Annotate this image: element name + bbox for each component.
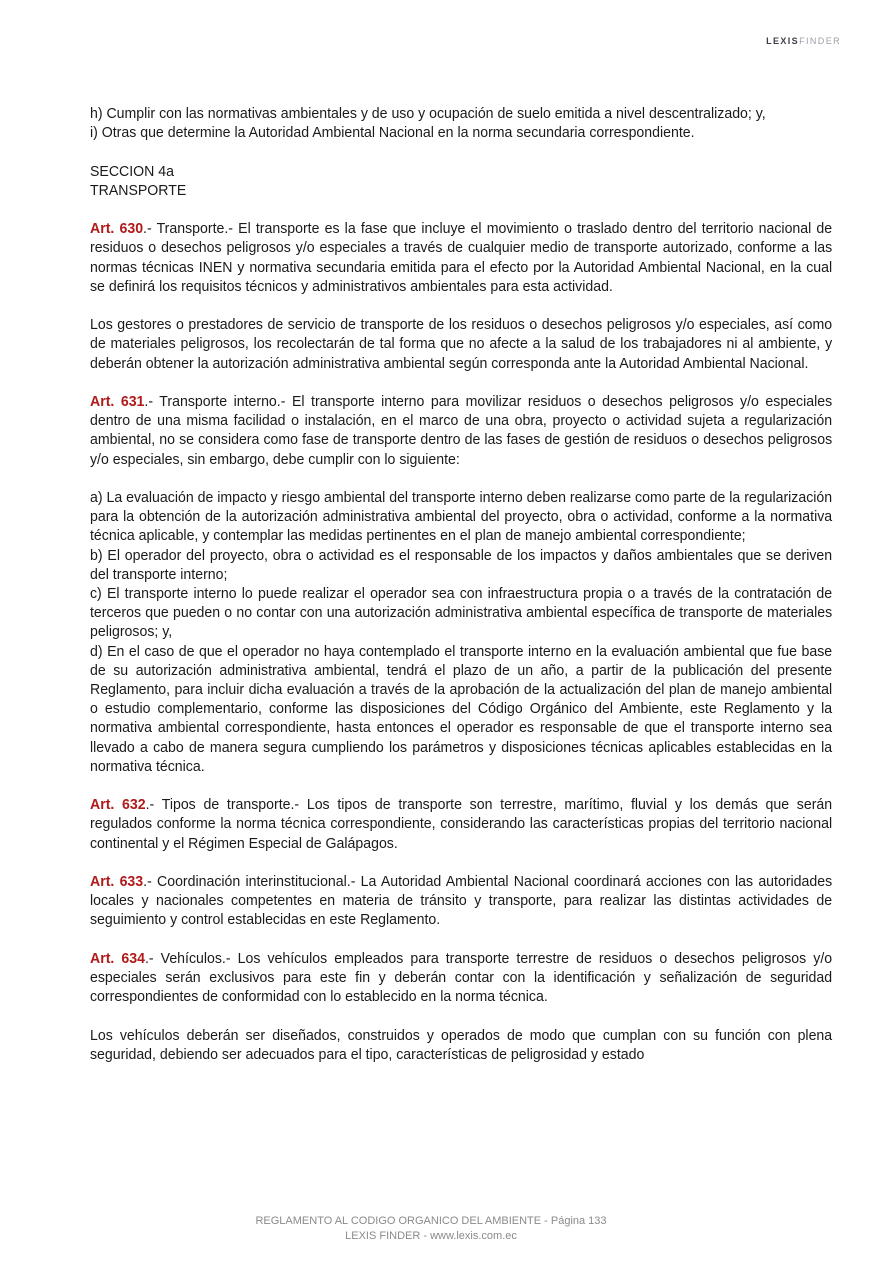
section-number: SECCION 4a: [90, 162, 174, 180]
section-title: TRANSPORTE: [90, 181, 187, 199]
article-631: [90, 392, 832, 469]
article-634-paragraph-2: Los vehículos deberán ser diseñados, construidos y operados de modo que cumplan con su función con plena seguridad, debiendo ser adecuados para el tipo, características de peligrosidad y estado: [90, 1026, 833, 1063]
article-label: Art. 630: [90, 220, 144, 238]
article-631-item-c: c) El transporte interno lo puede realizar el operador sea con infraestructura propia o a través de la contratación de terceros que pueden o no contar con una autorización administrativa ambiental específica de transporte de materiales peligrosos; y,: [90, 585, 833, 641]
footer-document-title: REGLAMENTO AL CODIGO ORGANICO DEL AMBIENTE - Página 133: [255, 1215, 607, 1227]
paragraph-item-i: i) Otras que determine la Autoridad Ambiental Nacional en la norma secundaria correspondiente.: [90, 124, 695, 142]
article-text: .- Coordinación interinstitucional.- La Autoridad Ambiental Nacional coordinará acciones con las autoridades locales y nacionales competentes en materia de tránsito y transporte, para realizar las distintas actividades de seguimiento y control establecidas en este Reglamento.: [90, 873, 833, 929]
article-text: .- Transporte.- El transporte es la fase que incluye el movimiento o traslado dentro del territorio nacional de residuos o desechos peligrosos y/o especiales a través de cualquier medio de transporte autorizado, conforme a las normas técnicas INEN y normativa secundaria emitida para el efecto por la Autoridad Ambiental Nacional, en la cual se definirá los requisitos técnicos y administrativos ambientales para esta actividad.: [90, 220, 833, 295]
article-text: .- Vehículos.- Los vehículos empleados para transporte terrestre de residuos o desechos peligrosos y/o especiales serán exclusivos para este fin y deberán contar con la identificación y señalización de seguridad correspondientes de conformidad con lo establecido en la norma técnica.: [90, 949, 833, 1006]
page-footer: [0, 1214, 862, 1244]
article-630: [90, 219, 832, 296]
footer-website: LEXIS FINDER - www.lexis.com.ec: [345, 1230, 517, 1242]
article-631-item-a: a) La evaluación de impacto y riesgo ambiental del transporte interno deben realizarse como parte de la regularización para la obtención de la autorización administrativa ambiental del proyecto, obra o actividad, conforme a la normativa técnica aplicable, y contemplar las medidas pertinentes en el plan de manejo ambiental correspondiente;: [90, 488, 833, 545]
article-text: .- Tipos de transporte.- Los tipos de transporte son terrestre, marítimo, fluvial y los demás que serán regulados conforme la norma técnica correspondiente, considerando las características propias del territorio nacional continental y el Régimen Especial de Galápagos.: [90, 796, 833, 852]
article-632: [90, 795, 832, 853]
article-text: .- Transporte interno.- El transporte interno para movilizar residuos o desechos peligrosos y/o especiales dentro de una misma facilidad o instalación, en el marco de una obra, proyecto o actividad sujeta a regularización ambiental, no se considera como fase de transporte dentro de las fases de gestión de residuos o desechos peligrosos y/o especiales, sin embargo, debe cumplir con lo siguiente:: [90, 392, 833, 468]
article-631-item-b: b) El operador del proyecto, obra o actividad es el responsable de los impactos y daños ambientales que se deriven del transporte interno;: [90, 546, 833, 583]
article-631-item-d: d) En el caso de que el operador no haya contemplado el transporte interno en la evaluación ambiental que fue base de su autorización administrativa ambiental, tendrá el plazo de un año, a partir de la publicación del presente Reglamento, para incluir dicha evaluación a través de la aprobación de la actualización del plan de manejo ambiental o estudio complementario, conforme las disposiciones del Código Orgánico del Ambiente, este Reglamento y la normativa ambiental correspondiente, hasta entonces el operador es responsable de que el transporte interno sea llevado a cabo de manera segura cumpliendo los parámetros y disposiciones técnicas aplicables establecidas en la normativa técnica.: [90, 642, 833, 775]
article-label: Art. 634: [90, 949, 145, 967]
article-633: [90, 872, 832, 930]
article-634: [90, 949, 832, 1007]
article-label: Art. 632: [90, 796, 146, 814]
lexis-finder-logo: [766, 36, 841, 46]
paragraph-item-h: h) Cumplir con las normativas ambientales y de uso y ocupación de suelo emitida a nivel descentralizado; y,: [90, 105, 766, 122]
logo-finder: FINDER: [799, 36, 841, 46]
article-630-paragraph-2: Los gestores o prestadores de servicio de transporte de los residuos o desechos peligrosos y/o especiales, así como de materiales peligrosos, los recolectarán de tal forma que no afecte a la salud de los trabajadores ni al ambiente, y deberán obtener la autorización administrativa ambiental según corresponda ante la Autoridad Ambiental Nacional.: [90, 316, 833, 372]
logo-lexis: LEXIS: [766, 36, 800, 46]
document-body: [90, 104, 832, 1064]
article-label: Art. 633: [90, 873, 144, 891]
article-label: Art. 631: [90, 392, 145, 410]
